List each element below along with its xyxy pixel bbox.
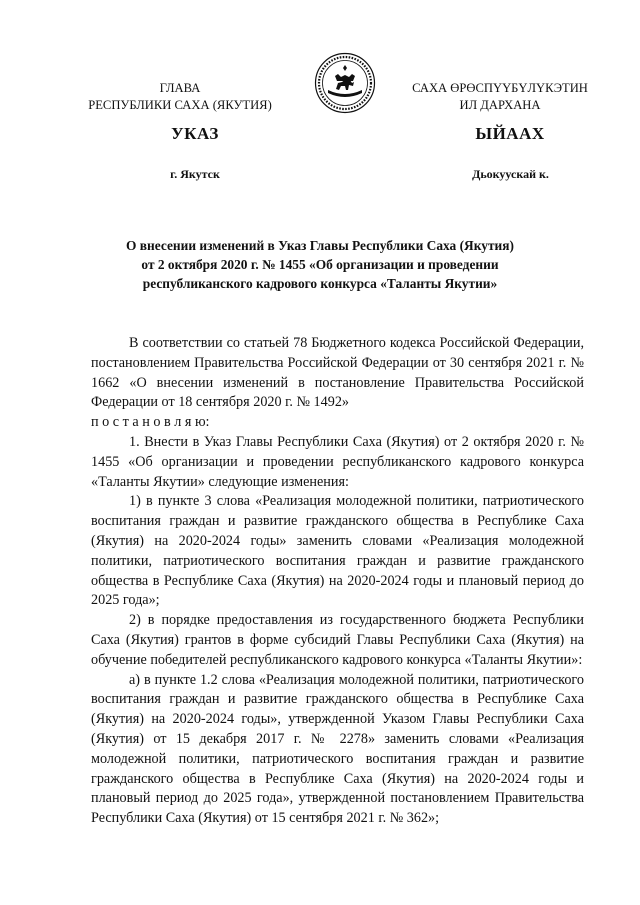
issuer-right: [385, 80, 615, 114]
paragraph-sub-2: 2) в порядке предоставления из государственного бюджета Республики Саха (Якутия) грантов в форме субсидий Главы Республики Саха (Якутия) на обучение победителей республиканского кадрового конкурса «Таланты Якутии»:: [91, 612, 584, 668]
title-line: О внесении изменений в Указ Главы Республики Саха (Якутия): [126, 238, 514, 253]
issuer-right-line2: ИЛ ДАРХАНА: [459, 98, 541, 112]
issuer-right-line1: САХА ӨРӨСПҮҮБҮЛҮКЭТИН: [412, 81, 588, 95]
city-right: Дьокуускай к.: [472, 167, 549, 181]
title-line: от 2 октября 2020 г. № 1455 «Об организации и проведении: [141, 257, 499, 272]
decree-word: п о с т а н о в л я ю:: [91, 414, 210, 431]
issuer-left: [60, 80, 300, 114]
issuer-left-line2: РЕСПУБЛИКИ САХА (ЯКУТИЯ): [88, 98, 272, 112]
doc-type-left: УКАЗ: [171, 124, 219, 143]
paragraph-preamble: В соответствии со статьей 78 Бюджетного кодекса Российской Федерации, постановлением Правительства Российской Федерации от 30 сентября 2021 г. № 1662 «О внесении изменений в постановление Правительства Российской Федерации от 18 сентября 2020 г. № 1492»: [91, 335, 584, 411]
city-left: г. Якутск: [170, 167, 220, 181]
doc-type-right: ЫЙААХ: [475, 124, 545, 143]
paragraph-item-1: 1. Внести в Указ Главы Республики Саха (Якутия) от 2 октября 2020 г. № 1455 «Об организации и проведении республиканского кадрового конкурса «Таланты Якутии» следующие изменения:: [91, 433, 584, 490]
issuer-left-line1: ГЛАВА: [159, 81, 201, 95]
coat-of-arms-icon: [314, 52, 376, 114]
paragraph-sub-1: 1) в пункте 3 слова «Реализация молодежной политики, патриотического воспитания граждан и развитие гражданского общества в Республике Саха (Якутия) на 2020-2024 годы» заменить словами «Реализация молодежной политики, патриотического воспитания граждан и развитие гражданского общества в Республике Саха (Якутия) на 2020-2024 годы и плановый период до 2025 года»;: [91, 493, 584, 609]
paragraph-sub-a: а) в пункте 1.2 слова «Реализация молодежной политики, патриотического воспитания граждан и развитие гражданского общества в Республике Саха (Якутия) на 2020-2024 годы», утвержденной Указом Главы Республики Саха (Якутия) от 15 декабря 2017 г. № 2278» заменить словами «Реализация молодежной политики, патриотического воспитания граждан и развитие гражданского общества в Республике Саха (Якутия) на 2020-2024 годы и плановый период до 2025 года», утвержденной постановлением Правительства Республики Саха (Якутия) от 15 сентября 2021 г. № 362»;: [91, 671, 584, 827]
document-title: [70, 236, 570, 293]
title-line: республиканского кадрового конкурса «Таланты Якутии»: [142, 276, 498, 291]
document-body: [91, 334, 584, 829]
